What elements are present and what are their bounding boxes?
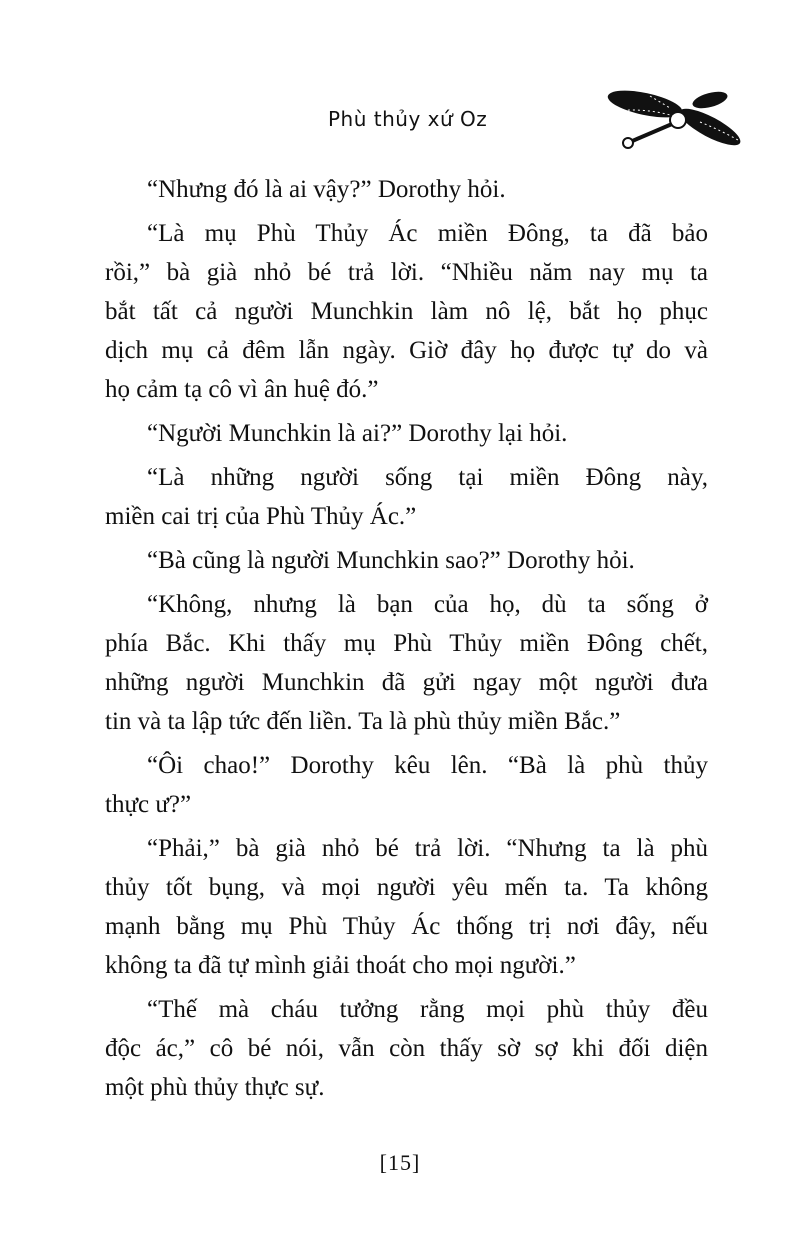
paragraph: [105, 585, 708, 741]
text-line: “Thế mà cháu tưởng rằng mọi phù thủy đều: [147, 996, 708, 1023]
paragraph: [105, 746, 708, 824]
paragraph: [105, 990, 708, 1107]
page-number: [15]: [379, 1150, 421, 1175]
text-line: tin và ta lập tức đến liền. Ta là phù thủy miền Bắc.”: [105, 708, 621, 735]
text-line: phía Bắc. Khi thấy mụ Phù Thủy miền Đông chết,: [105, 630, 708, 657]
paragraph: [105, 541, 708, 580]
body-text: [105, 170, 708, 1112]
paragraph: [105, 458, 708, 536]
text-line: dịch mụ cả đêm lẫn ngày. Giờ đây họ được tự do và: [105, 337, 708, 364]
text-line: “Ôi chao!” Dorothy kêu lên. “Bà là phù thủy: [147, 752, 708, 779]
paragraph: [105, 170, 708, 209]
text-line: thực ư?”: [105, 791, 192, 818]
text-line: độc ác,” cô bé nói, vẫn còn thấy sờ sợ khi đối diện: [105, 1035, 708, 1062]
text-line: “Người Munchkin là ai?” Dorothy lại hỏi.: [147, 420, 568, 447]
text-line: “Bà cũng là người Munchkin sao?” Dorothy hỏi.: [147, 547, 635, 574]
text-line: “Là những người sống tại miền Đông này,: [147, 464, 708, 491]
text-line: một phù thủy thực sự.: [105, 1074, 325, 1101]
text-line: họ cảm tạ cô vì ân huệ đó.”: [105, 376, 379, 403]
text-line: “Nhưng đó là ai vậy?” Dorothy hỏi.: [147, 176, 506, 203]
text-line: thủy tốt bụng, và mọi người yêu mến ta. Ta không: [105, 874, 708, 901]
text-line: miền cai trị của Phù Thủy Ác.”: [105, 503, 417, 530]
text-line: mạnh bằng mụ Phù Thủy Ác thống trị nơi đây, nếu: [105, 913, 708, 940]
winged-creature-icon: [600, 82, 750, 152]
paragraph: [105, 414, 708, 453]
text-line: bắt tất cả người Munchkin làm nô lệ, bắt họ phục: [105, 298, 708, 325]
text-line: không ta đã tự mình giải thoát cho mọi người.”: [105, 952, 576, 979]
running-header: Phù thủy xứ Oz: [328, 107, 488, 131]
text-line: “Phải,” bà già nhỏ bé trả lời. “Nhưng ta là phù: [147, 835, 708, 862]
paragraph: [105, 829, 708, 985]
text-line: “Là mụ Phù Thủy Ác miền Đông, ta đã bảo: [147, 220, 708, 247]
text-line: rồi,” bà già nhỏ bé trả lời. “Nhiều năm nay mụ ta: [105, 259, 708, 286]
paragraph: [105, 214, 708, 409]
text-line: “Không, nhưng là bạn của họ, dù ta sống ở: [147, 591, 708, 618]
text-line: những người Munchkin đã gửi ngay một người đưa: [105, 669, 708, 696]
